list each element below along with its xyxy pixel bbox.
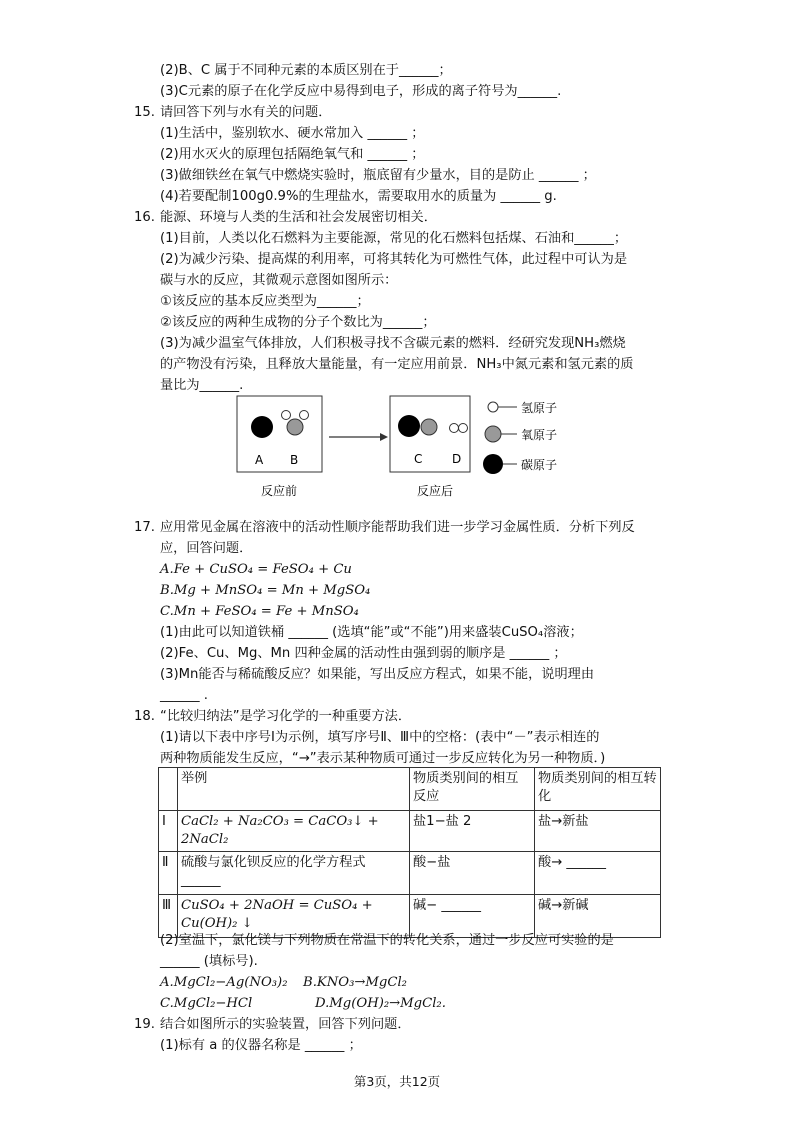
q14-part2: (2)B、C 属于不同种元素的本质区别在于______；: [160, 63, 452, 78]
q18-number: 18.: [134, 709, 155, 724]
q16-part2-sub2: ②该反应的两种生成物的分子个数比为______；: [160, 315, 436, 330]
q16-part2-line2: 碳与水的反应，其微观示意图如图所示：: [160, 273, 398, 288]
reaction-cell: 盐1−盐 2: [410, 811, 535, 852]
q18-part1-line1: (1)请以下表中序号Ⅰ为示例，填写序号Ⅱ、Ⅲ中的空格：(表中“－”表示相连的: [160, 730, 600, 745]
q18-option-c: C.MgCl₂−HCl: [160, 996, 253, 1011]
q17-stem-line1: 应用常见金属在溶液中的活动性顺序能帮助我们进一步学习金属性质．分析下列反: [160, 520, 635, 535]
oxygen-atom: [421, 419, 437, 435]
q15-stem: 请回答下列与水有关的问题．: [160, 105, 332, 120]
row-number: Ⅱ: [159, 852, 178, 895]
reaction-diagram: [232, 394, 572, 502]
oxygen-atom: [287, 419, 303, 435]
hydrogen-atom: [300, 411, 309, 420]
example-cell: CuSO₄ + 2NaOH = CuSO₄ + Cu(OH)₂ ↓: [178, 895, 410, 938]
reaction-cell: 碱− ______: [410, 895, 535, 938]
q18-option-d: D.Mg(OH)₂→MgCl₂.: [315, 996, 446, 1011]
legend-oxygen: [485, 426, 501, 442]
q17-stem-line2: 应，回答问题．: [160, 541, 253, 556]
table-header-row: [159, 768, 661, 811]
q14-part3: (3)C元素的原子在化学反应中易得到电子，形成的离子符号为______.: [160, 84, 562, 99]
q16-number: 16.: [134, 210, 155, 225]
example-cell: 硫酸与氯化钡反应的化学方程式 ______: [178, 852, 410, 895]
q15-part2: (2)用水灭火的原理包括隔绝氧气和 ______ ；: [160, 147, 425, 162]
label-before: 反应前: [261, 484, 298, 498]
q18-stem: “比较归纳法”是学习化学的一种重要方法．: [160, 709, 412, 724]
row-number: Ⅲ: [159, 895, 178, 938]
conversion-cell: 盐→新盐: [535, 811, 661, 852]
table-header-cell: 物质类别间的相互转化: [535, 768, 661, 811]
hydrogen-atom: [282, 411, 291, 420]
carbon-atom: [251, 416, 273, 438]
q18-part1-line2: 两种物质能发生反应，“→”表示某种物质可通过一步反应转化为另一种物质．): [160, 751, 606, 766]
comparison-table: [158, 767, 661, 938]
q17-reaction-c: C.Mn + FeSO₄ = Fe + MnSO₄: [160, 604, 359, 619]
legend-hydrogen-label: 氢原子: [521, 401, 558, 415]
q16-stem: 能源、环境与人类的生活和社会发展密切相关．: [160, 210, 437, 225]
label-d: D: [452, 452, 462, 466]
q17-part3-line1: (3)Mn能否与稀硫酸反应？如果能，写出反应方程式，如果不能，说明理由: [160, 667, 595, 682]
q18-part2-line1: (2)室温下，氯化镁与下列物质在常温下的转化关系，通过一步反应可实验的是: [160, 933, 614, 948]
table-row: [159, 852, 661, 895]
legend-carbon-label: 碳原子: [521, 458, 558, 472]
q18-part2-line2: ______ (填标号).: [160, 954, 258, 969]
label-after: 反应后: [417, 484, 454, 498]
q17-part2: (2)Fe、Cu、Mg、Mn 四种金属的活动性由强到弱的顺序是 ______ ；: [160, 646, 567, 661]
arrow-head: [380, 433, 388, 441]
label-c: C: [414, 452, 423, 466]
row-number: Ⅰ: [159, 811, 178, 852]
q16-part1: (1)目前，人类以化石燃料为主要能源，常见的化石燃料包括煤、石油和______；: [160, 231, 628, 246]
q16-part3-line2: 的产物没有污染，且释放大量能量，有一定应用前景．NH₃中氮元素和氢元素的质: [160, 357, 634, 372]
q16-part2-sub1: ①该反应的基本反应类型为______；: [160, 294, 370, 309]
q17-reaction-b: B.Mg + MnSO₄ = Mn + MgSO₄: [160, 583, 371, 598]
before-box: [237, 396, 322, 472]
q17-part3-line2: ______ .: [160, 688, 208, 703]
label-b: B: [290, 453, 299, 467]
conversion-cell: 酸→ ______: [535, 852, 661, 895]
q19-stem: 结合如图所示的实验装置，回答下列问题．: [160, 1017, 411, 1032]
carbon-atom: [398, 415, 420, 437]
q18-option-b: B.KNO₃→MgCl₂: [303, 975, 407, 990]
table-row: [159, 811, 661, 852]
q16-part2-line1: (2)为减少污染、提高煤的利用率，可将其转化为可燃性气体，此过程中可认为是: [160, 252, 628, 267]
q15-part4: (4)若要配制100g0.9%的生理盐水，需要取用水的质量为 ______ g.: [160, 189, 557, 204]
q19-part1: (1)标有 a 的仪器名称是 ______ ；: [160, 1038, 362, 1053]
reaction-cell: 酸−盐: [410, 852, 535, 895]
q15-part1: (1)生活中，鉴别软水、硬水常加入 ______ ；: [160, 126, 425, 141]
q19-number: 19.: [134, 1017, 155, 1032]
q16-part3-line3: 量比为______.: [160, 378, 244, 393]
legend-oxygen-label: 氧原子: [521, 428, 558, 442]
legend-hydrogen: [488, 402, 498, 412]
label-a: A: [255, 453, 264, 467]
hydrogen-atom: [450, 424, 459, 433]
q18-option-a: A.MgCl₂−Ag(NO₃)₂: [160, 975, 288, 990]
table-header-cell: 物质类别间的相互反应: [410, 768, 535, 811]
q15-number: 15.: [134, 105, 155, 120]
q17-part1: (1)由此可以知道铁桶 ______ (选填“能”或“不能”)用来盛装CuSO₄溶液；: [160, 625, 583, 640]
q17-number: 17.: [134, 520, 155, 535]
table-header-cell: 举例: [178, 768, 410, 811]
page-footer: 第3页，共12页: [353, 1074, 441, 1089]
example-cell: CaCl₂ + Na₂CO₃ = CaCO₃↓ + 2NaCl₂: [178, 811, 410, 852]
q16-part3-line1: (3)为减少温室气体排放，人们积极寻找不含碳元素的燃料．经研究发现NH₃燃烧: [160, 336, 626, 351]
hydrogen-atom: [459, 424, 468, 433]
table-header-cell: [159, 768, 178, 811]
legend-carbon: [483, 454, 503, 474]
q15-part3: (3)做细铁丝在氧气中燃烧实验时，瓶底留有少量水，目的是防止 ______ ；: [160, 168, 596, 183]
q17-reaction-a: A.Fe + CuSO₄ = FeSO₄ + Cu: [160, 562, 352, 577]
conversion-cell: 碱→新碱: [535, 895, 661, 938]
